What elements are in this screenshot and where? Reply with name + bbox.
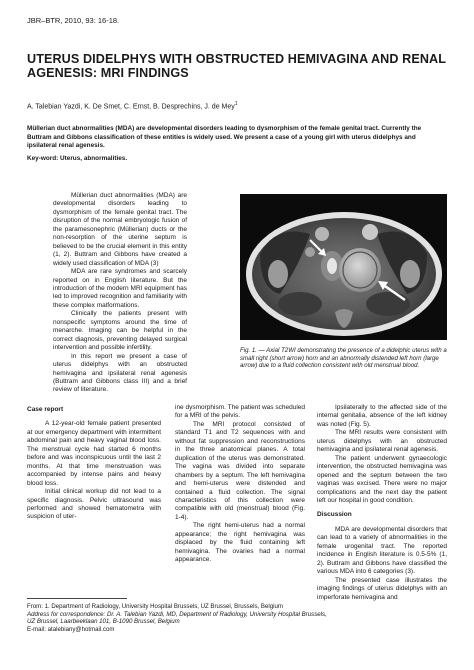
column-3 xyxy=(317,404,447,602)
discussion-paragraph-1: MDA are developmental disorders that can lead to a variety of abnormalities in the female urogenital tract. The reported incidence in English literature is 0.5-5% (1, 2). Buttram and Gibbons have classified the various MDA into 6 categories (3). xyxy=(317,525,447,576)
author-affiliation-mark: 1 xyxy=(234,101,238,107)
intro-paragraph-2: MDA are rare syndromes and scarcely reported on in English literature. But the introduction of the modern MRI equipment has led to improved recognition and familiarity with these complex malformations. xyxy=(53,268,187,309)
intro-paragraph-1: Müllerian duct abnormalities (MDA) are developmental disorders leading to dysmorphism of the female genital tract. The disruption of the normal embryologic fusion of the paramesonephric (Müllerian) ducts or the non-resorption of the uterine septum is believed to be the crucial element in this entity (1, 2). Buttram and Gibbons have created a widely used classification of MDA (3) xyxy=(53,192,187,267)
footnote-email: E-mail: atalebiany@hotmail.com xyxy=(27,626,115,634)
intro-column xyxy=(53,192,187,395)
case-report-paragraph-2: Initial clinical workup did not lead to a specific diagnosis. Pelvic ultrasound was performed and showed hematometra with suspicion of uter- xyxy=(27,488,161,521)
footnote-from: From: 1. Department of Radiology, University Hospital Brussels, UZ Brussel, Brussels, Belgium xyxy=(27,603,283,610)
case-report-heading: Case report xyxy=(27,406,64,413)
discussion-paragraph-2: The presented case illustrates the imaging findings of uterus didelphys with an imperforate hemivagina and xyxy=(317,576,447,601)
author-list xyxy=(27,101,238,110)
col3-paragraph-3: The patient underwent gynaecologic intervention, the obstructed hemivagina was opened and the septum between the two vaginas was excised. There were no major complications and the next day the patient left our hospital in good condition. xyxy=(317,454,447,504)
intro-paragraph-3: Clinically the patients present with nonspecific symptoms around the time of menarche. Imaging can be helpful in the correct diagnosis, preventing delayed surgical intervention and possible infertility. xyxy=(53,310,187,352)
footnote xyxy=(27,603,327,634)
abstract: Müllerian duct abnormalities (MDA) are developmental disorders leading to dysmorphism of the female genital tract. Currently the Buttram and Gibbons classification of these entities is widely used. We present a case of a young girl with uterus didelphys and ipsilateral renal agenesis. xyxy=(27,125,422,150)
intro-paragraph-4: In this report we present a case of uterus didelphys with an obstructed hemivagina and ipsilateral renal agenesis (Buttram and Gibbons class III) and a brief review of literature. xyxy=(53,352,187,394)
author-names: A. Talebian Yazdi, K. De Smet, C. Ernst, B. Desprechins, J. de Mey xyxy=(27,103,235,111)
column-2 xyxy=(175,404,305,565)
journal-citation: JBR–BTR, 2010, 93: 16-18. xyxy=(27,16,120,25)
keywords: Key-word: Uterus, abnormalities. xyxy=(27,155,128,162)
footnote-divider xyxy=(27,598,127,599)
col2-paragraph-1: ine dysmorphism. The patient was scheduled for a MRI of the pelvis. xyxy=(175,404,305,420)
mri-figure xyxy=(240,194,447,340)
case-report-paragraph-1: A 12-year-old female patient presented at our emergency department with intermittent abdominal pain and heavy vaginal blood loss. The menstrual cycle had started 6 months before and was inconspicuous until the last 2 months. At that time menstruation was accompanied by intense pains and heavy blood loss. xyxy=(27,420,161,487)
col2-paragraph-3: The right hemi-uterus had a normal appearance; the right hemivagina was displaced by the fluid containing left hemivagina. The ovaries had a normal appearance. xyxy=(175,522,305,564)
col3-paragraph-2: The MRI results were consistent with uterus didelphys with an obstructed hemivagina and ipsilateral renal agenesis. xyxy=(317,429,447,454)
col2-paragraph-2: The MRI protocol consisted of standard T1 and T2 sequences with and without fat suppression and reconstructions in the three anatomical planes. A total duplication of the uterus was demonstrated. The vagina was divided into separate chambers by a septum. The left hemivagina and hemi-uterus were distended and contained a fluid collection. The signal characteristics of this collection were compatible with old (menstrual) blood (Fig. 1-4). xyxy=(175,420,305,521)
mri-axial-image xyxy=(240,194,447,340)
case-report-column xyxy=(27,400,161,522)
col3-paragraph-1: Ipsilaterally to the affected side of the internal genitalia, absence of the left kidney was noted (Fig. 5). xyxy=(317,404,447,428)
footnote-correspondence: Address for correspondence: Dr. A. Talebian Yazdi, MD, Department of Radiology, University Hospital Brussels, UZ Brussel, Laarbeeklaan 101, B-1090 Brussel, Belgium xyxy=(27,610,327,626)
article-title: UTERUS DIDELPHYS WITH OBSTRUCTED HEMIVAGINA AND RENAL AGENESIS: MRI FINDINGS xyxy=(27,52,446,80)
figure-caption: Fig. 1. — Axial T2WI demonstrating the presence of a didelphic uterus with a small right (short arrow) horn and an abnormally distended left horn (large arrow) due to a fluid collection consistent with old menstrual blood. xyxy=(240,347,447,370)
discussion-heading: Discussion xyxy=(317,511,352,519)
